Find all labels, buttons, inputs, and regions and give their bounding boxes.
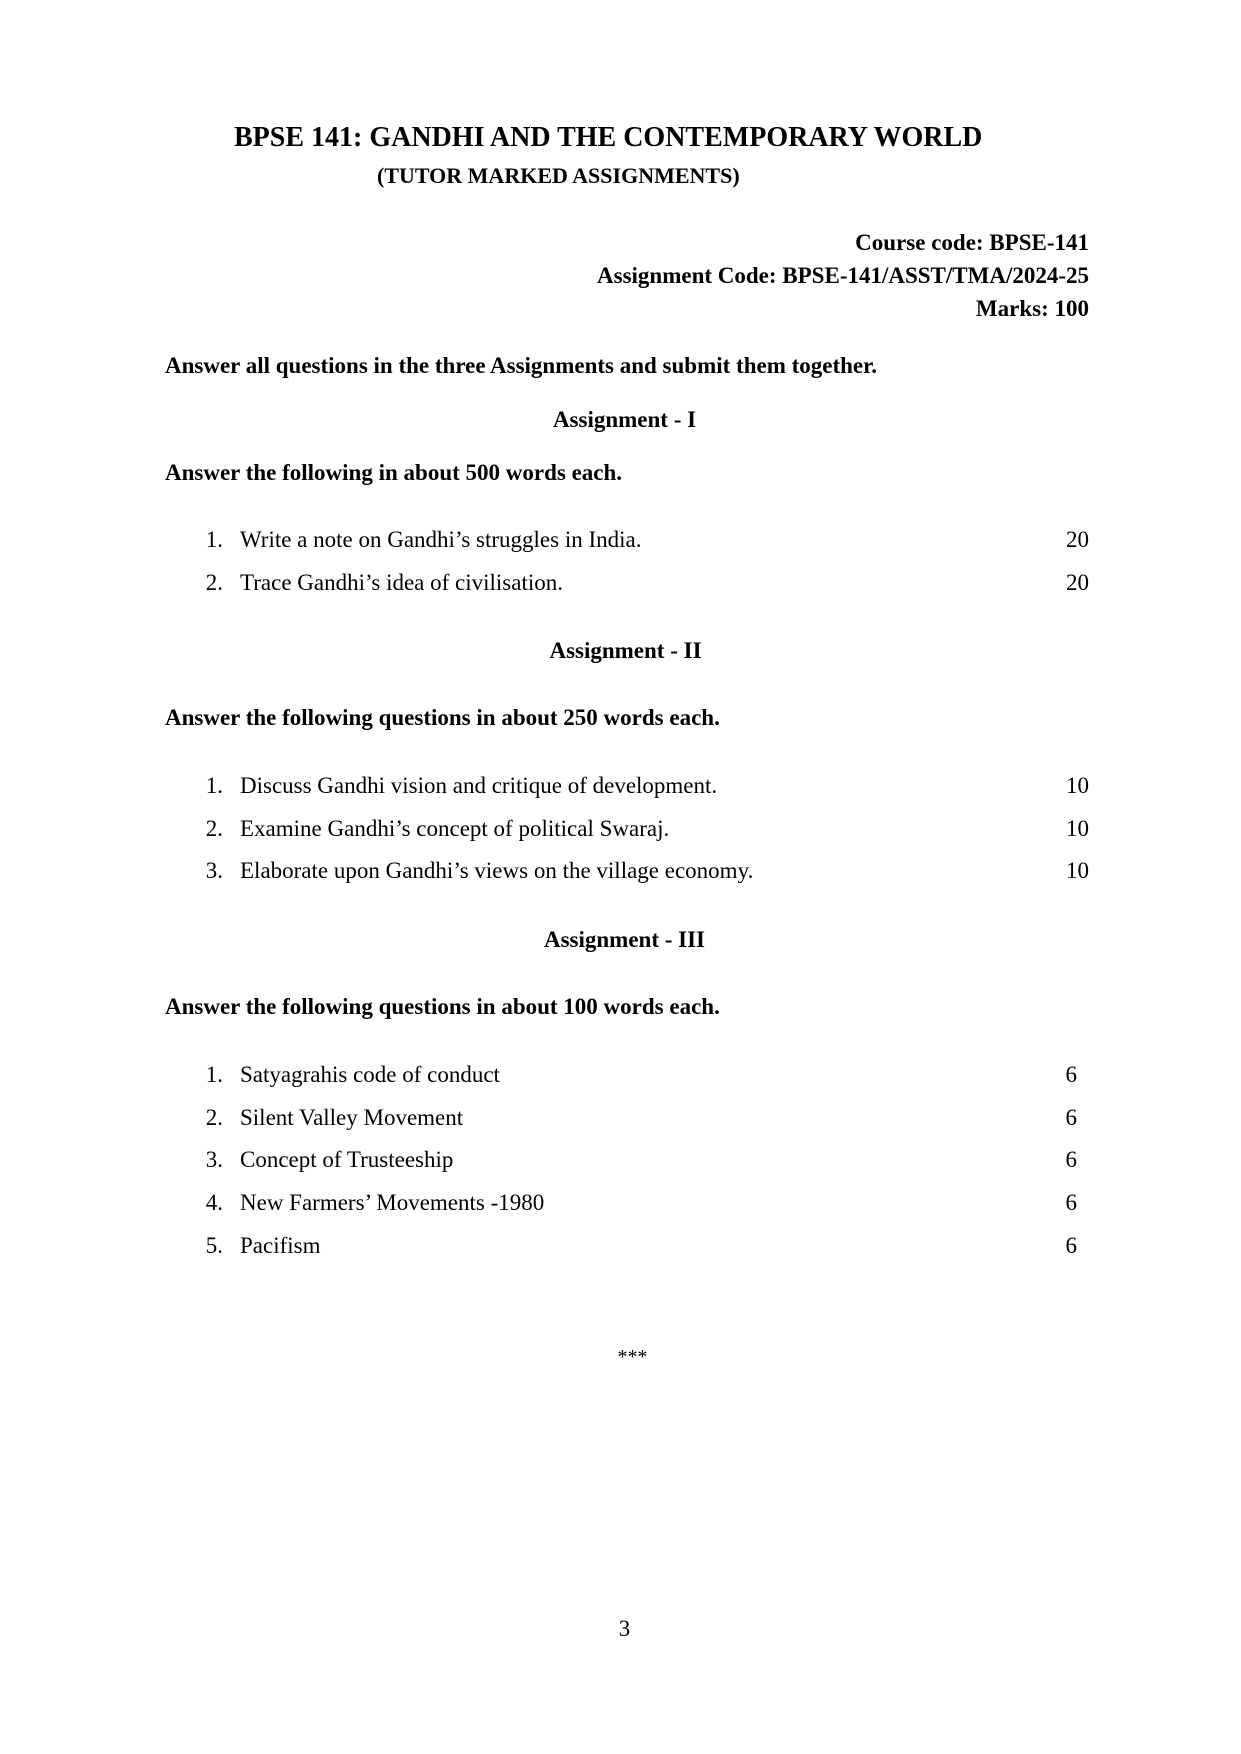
assignment-instruction: Answer the following questions in about 250 words each. (165, 705, 720, 730)
question-row (0, 816, 1241, 846)
question-text: Discuss Gandhi vision and critique of development. (240, 773, 718, 798)
question-marks: 20 (1066, 570, 1089, 595)
document-title: BPSE 141: GANDHI AND THE CONTEMPORARY WORLD (234, 122, 983, 153)
assignment-heading: Assignment - II (549, 638, 702, 663)
question-marks: 20 (1066, 527, 1089, 552)
question-row (0, 1190, 1241, 1220)
question-number: 3. (205, 858, 223, 883)
question-row (0, 773, 1241, 803)
question-number: 5. (205, 1233, 223, 1258)
question-number: 4. (205, 1190, 223, 1215)
question-text: Write a note on Gandhi’s struggles in India. (240, 527, 642, 552)
question-text: Elaborate upon Gandhi’s views on the village economy. (240, 858, 754, 883)
question-number: 1. (205, 773, 223, 798)
question-row (0, 858, 1241, 888)
question-text: Concept of Trusteeship (240, 1147, 454, 1172)
question-row (0, 527, 1241, 557)
assignment-heading: Assignment - I (552, 407, 697, 432)
question-text: Pacifism (240, 1233, 321, 1258)
question-text: Satyagrahis code of conduct (240, 1062, 500, 1087)
question-number: 1. (205, 527, 223, 552)
question-number: 3. (205, 1147, 223, 1172)
question-row (0, 1147, 1241, 1177)
question-marks: 6 (1065, 1062, 1077, 1087)
question-marks: 6 (1065, 1105, 1077, 1130)
document-subtitle: (TUTOR MARKED ASSIGNMENTS) (377, 163, 740, 188)
question-number: 2. (205, 816, 223, 841)
question-text: Examine Gandhi’s concept of political Swaraj. (240, 816, 670, 841)
question-row (0, 1105, 1241, 1135)
question-number: 2. (205, 1105, 223, 1130)
question-row (0, 1233, 1241, 1263)
question-marks: 6 (1065, 1190, 1077, 1215)
question-text: New Farmers’ Movements -1980 (240, 1190, 545, 1215)
course-code: Course code: BPSE-141 (855, 230, 1089, 255)
assignment-instruction: Answer the following in about 500 words each. (165, 460, 623, 485)
total-marks: Marks: 100 (975, 296, 1089, 321)
question-marks: 10 (1066, 816, 1089, 841)
question-number: 2. (205, 570, 223, 595)
end-marker: *** (617, 1346, 648, 1368)
question-marks: 10 (1066, 858, 1089, 883)
question-marks: 6 (1065, 1233, 1077, 1258)
question-text: Silent Valley Movement (240, 1105, 464, 1130)
question-row (0, 1062, 1241, 1092)
question-number: 1. (205, 1062, 223, 1087)
assignment-instruction: Answer the following questions in about 100 words each. (165, 994, 720, 1019)
general-instruction: Answer all questions in the three Assignments and submit them together. (165, 353, 877, 378)
question-marks: 10 (1066, 773, 1089, 798)
question-marks: 6 (1065, 1147, 1077, 1172)
assignment-heading: Assignment - III (543, 927, 706, 952)
assignment-code: Assignment Code: BPSE-141/ASST/TMA/2024-25 (597, 263, 1089, 288)
page-number: 3 (618, 1616, 631, 1641)
question-row (0, 570, 1241, 600)
question-text: Trace Gandhi’s idea of civilisation. (240, 570, 563, 595)
